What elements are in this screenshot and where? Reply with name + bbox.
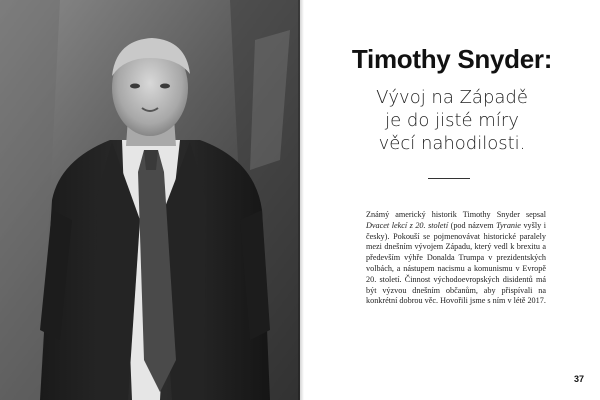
page-number: 37 — [573, 374, 584, 384]
lead-italic-text: Tyranie — [496, 220, 521, 230]
lead-text: Známý americký historik Timothy Snyder sepsal — [366, 210, 546, 219]
article-lead-paragraph — [366, 210, 546, 307]
article-page — [304, 0, 600, 400]
article-subtitle — [324, 86, 580, 155]
lead-italic-text: Dvacet lekcí z 20. století — [366, 220, 449, 230]
subtitle-line: je do jisté míry — [385, 110, 519, 131]
subtitle-line: Vývoj na Západě — [376, 87, 528, 108]
subtitle-line: věcí nahodilosti. — [378, 133, 526, 154]
lead-text: vyšly i česky). Pokouší se pojmenovávat historické paralely mezi dnešním vývojem Západu, který vedl k brexitu a především výhře Donalda Trumpa v prezidentských volbách, a nástupem nacismu a komunismu v Evropě 20. století. Činnost východoevropských disidentů má být výzvou dnešním občanům, aby přispívali na konkrétní dobrou věc. Hovořili jsme s ním v létě 2017. — [366, 220, 546, 306]
article-title: Timothy Snyder: — [351, 44, 553, 74]
lead-text: (pod názvem — [448, 220, 497, 230]
divider-rule — [428, 178, 470, 179]
